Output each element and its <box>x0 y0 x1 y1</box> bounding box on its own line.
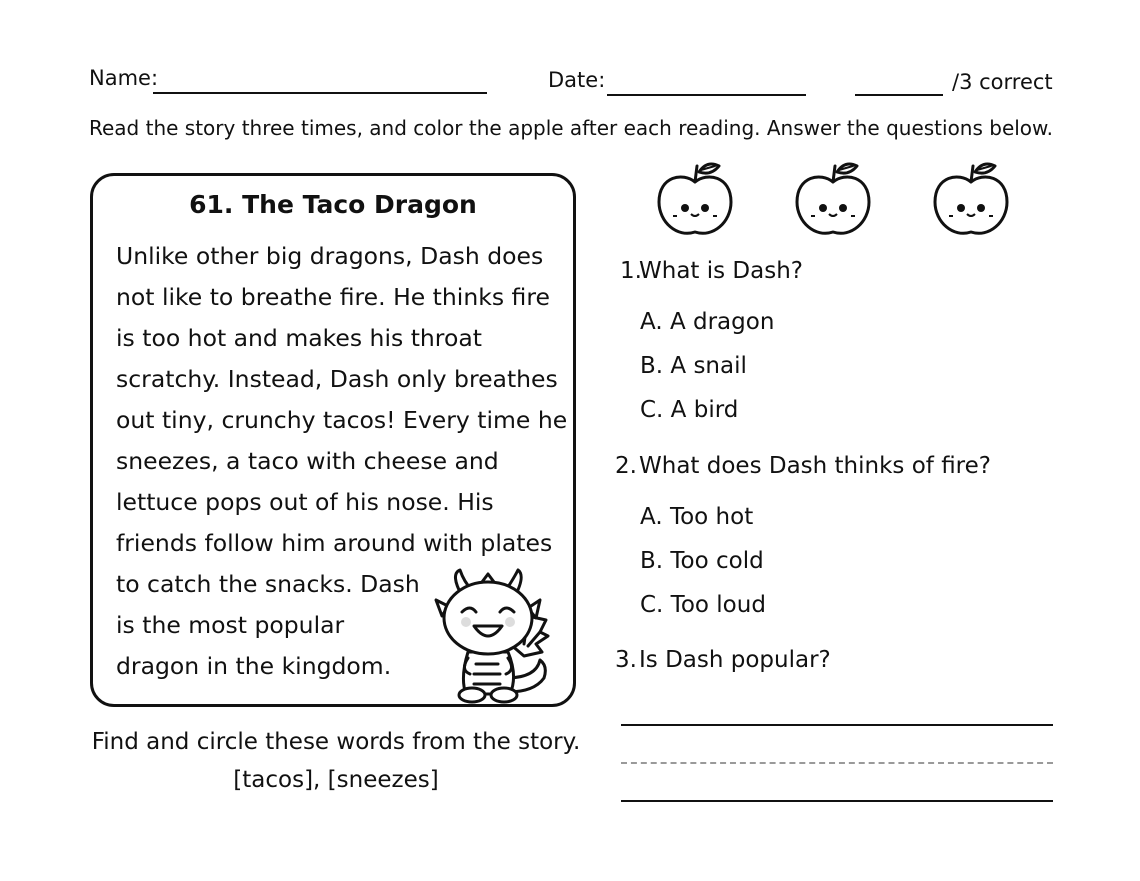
story-line: sneezes, a taco with cheese and <box>116 447 499 475</box>
dragon-illustration <box>432 566 554 704</box>
name-label: Name: <box>89 66 159 90</box>
apple-face-icon[interactable] <box>931 160 1011 240</box>
find-words-list: [tacos], [sneezes] <box>233 767 439 793</box>
score-label: /3 correct <box>952 70 1053 94</box>
answer-option[interactable]: A. A dragon <box>640 309 775 335</box>
story-line: dragon in the kingdom. <box>116 652 392 680</box>
question-number: 3. <box>615 647 637 673</box>
answer-option[interactable]: B. A snail <box>640 353 747 379</box>
question-text: What does Dash thinks of fire? <box>639 453 991 479</box>
question-number: 1. <box>620 258 642 284</box>
answer-line-top[interactable] <box>621 724 1053 726</box>
story-line: Unlike other big dragons, Dash does <box>116 242 544 270</box>
answer-line-bottom[interactable] <box>621 800 1053 802</box>
question-number: 2. <box>615 453 637 479</box>
instructions: Read the story three times, and color the apple after each reading. Answer the questions below. <box>89 116 1053 140</box>
answer-option[interactable]: C. A bird <box>640 397 739 423</box>
apple-face-icon[interactable] <box>655 160 735 240</box>
story-title: 61. The Taco Dragon <box>189 190 477 219</box>
story-line: is too hot and makes his throat <box>116 324 482 352</box>
story-line: is the most popular <box>116 611 345 639</box>
apple-face-icon[interactable] <box>793 160 873 240</box>
score-field[interactable] <box>855 94 943 96</box>
date-label: Date: <box>548 68 606 92</box>
question-text: Is Dash popular? <box>639 647 831 673</box>
story-line: friends follow him around with plates <box>116 529 553 557</box>
question-text: What is Dash? <box>639 258 803 284</box>
answer-line-dashed[interactable] <box>621 762 1053 764</box>
story-line: scratchy. Instead, Dash only breathes <box>116 365 558 393</box>
answer-option[interactable]: B. Too cold <box>640 548 764 574</box>
story-line: lettuce pops out of his nose. His <box>116 488 494 516</box>
answer-option[interactable]: A. Too hot <box>640 504 754 530</box>
story-line: out tiny, crunchy tacos! Every time he <box>116 406 568 434</box>
find-words-prompt: Find and circle these words from the story. <box>91 729 581 755</box>
story-line: not like to breathe fire. He thinks fire <box>116 283 550 311</box>
story-line: to catch the snacks. Dash <box>116 570 420 598</box>
answer-option[interactable]: C. Too loud <box>640 592 766 618</box>
name-field[interactable] <box>153 92 487 94</box>
date-field[interactable] <box>607 94 806 96</box>
